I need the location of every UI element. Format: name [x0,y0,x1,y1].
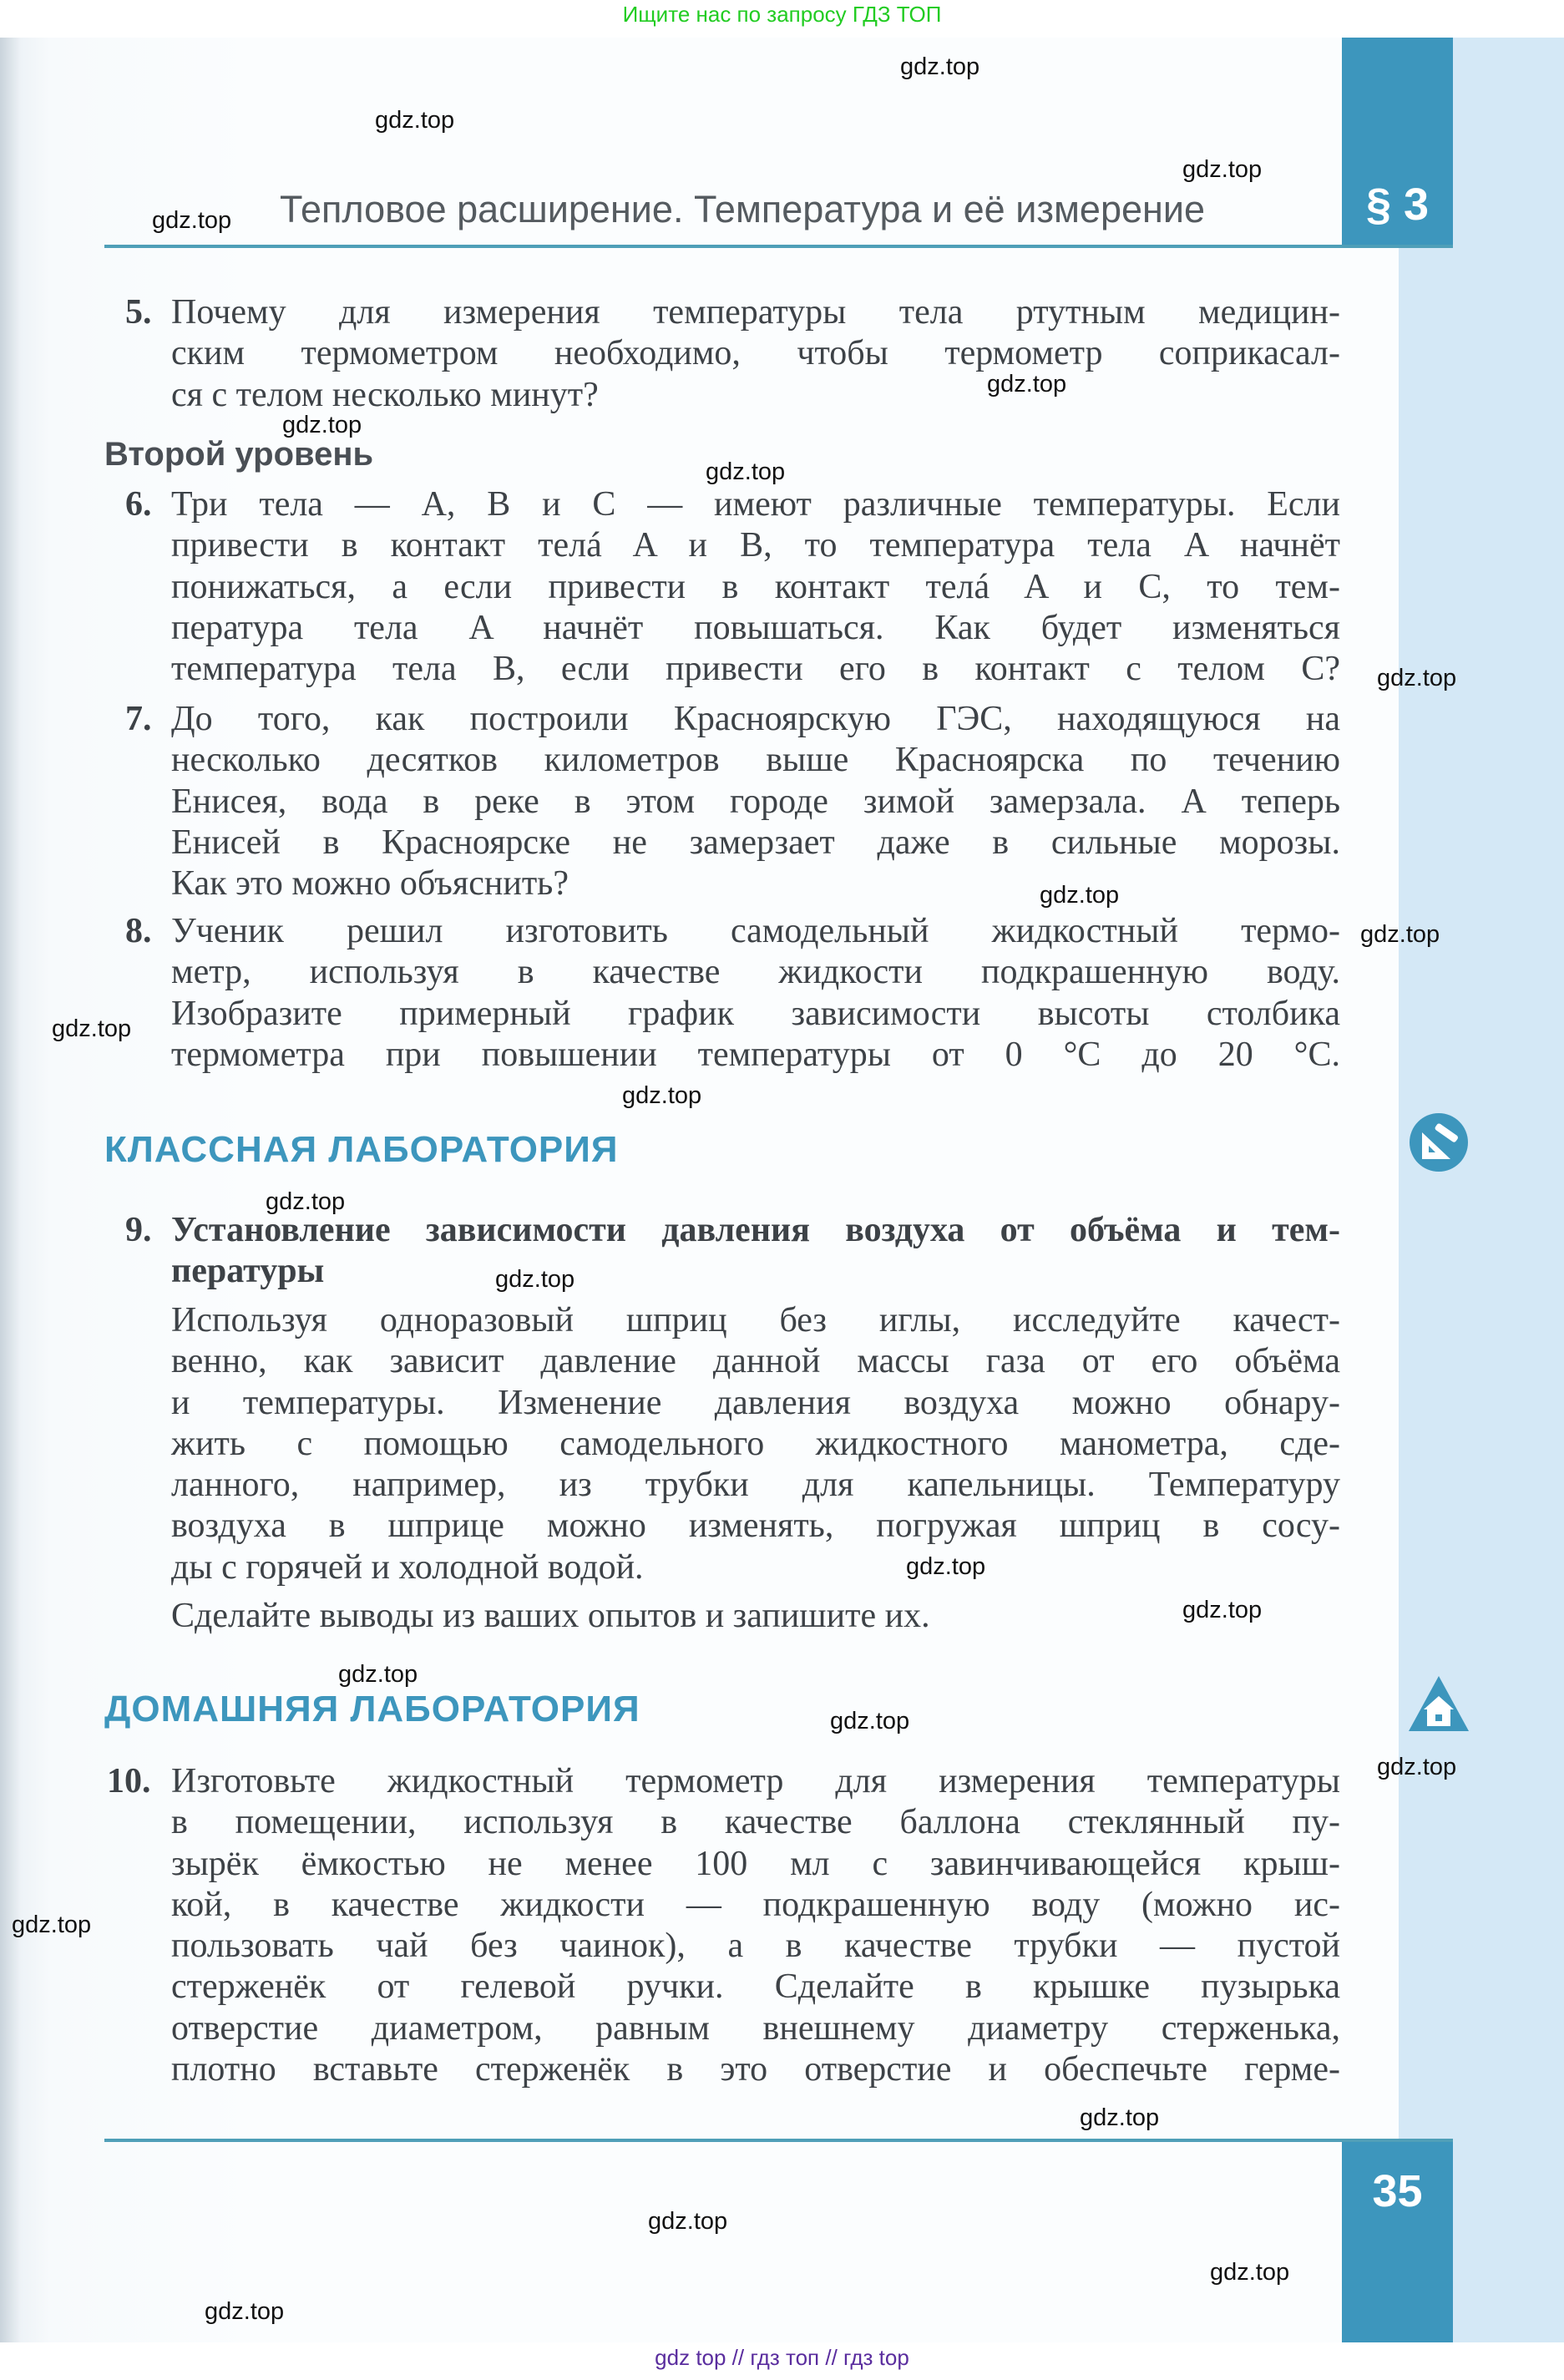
text-line: пература тела A начнёт повышаться. Как будет изменяться [171,608,1340,647]
text-line: метр, используя в качестве жидкости подкрашенную воду. [171,953,1340,992]
question-number: 10. [107,1762,151,1800]
text-line: ся с телом несколько минут? [171,375,599,414]
watermark: gdz.top [12,1912,92,1938]
watermark: gdz.top [622,1082,702,1109]
watermark: gdz.top [1210,2259,1290,2286]
page-number-tab [1342,2140,1453,2342]
page-title: Тепловое расширение. Температура и её измерение [280,188,1206,230]
text-line: зырёк ёмкостью не менее 100 мл с завинчивающейся крыш- [171,1844,1340,1883]
text-line: воздуха в шприце можно изменять, погружая шприц в сосу- [171,1506,1340,1546]
watermark: gdz.top [1377,665,1457,691]
watermark: gdz.top [830,1708,910,1734]
page-number: 35 [1372,2166,1423,2216]
text-line: пользовать чай без чаинок), а в качестве трубки — пустой [171,1927,1340,1966]
text-line: Енисей в Красноярске не замерзает даже в сильные морозы. [171,823,1340,862]
text-line: понижаться, а если привести в контакт телá A и C, то тем- [171,567,1340,606]
footer-links[interactable]: gdz top // гдз топ // гдз top [655,2345,909,2370]
watermark: gdz.top [52,1015,132,1042]
watermark: gdz.top [987,371,1067,398]
text-line: венно, как зависит давление данной массы газа от его объёма [171,1342,1340,1381]
watermark: gdz.top [648,2208,728,2235]
watermark: gdz.top [1040,882,1120,909]
text-line: отверстие диаметром, равным внешнему диаметру стерженька, [171,2008,1340,2048]
header-divider [104,245,1453,248]
watermark: gdz.top [1377,1754,1457,1780]
question-number: 9. [125,1211,152,1249]
section-number: § 3 [1365,180,1430,230]
text-line: Сделайте выводы из ваших опытов и запишите их. [171,1597,930,1635]
question-7 [125,699,1340,904]
question-5 [125,292,1340,416]
watermark: gdz.top [1182,1597,1263,1623]
watermark: gdz.top [266,1188,346,1215]
text-line: Используя одноразовый шприц без иглы, исследуйте качест- [171,1301,1340,1339]
text-line: Енисея, вода в реке в этом городе зимой замерзала. А теперь [171,782,1340,821]
text-line: Почему для измерения температуры тела ртутным медицин- [171,293,1340,332]
watermark: gdz.top [900,53,980,80]
question-9-title [125,1210,1340,1293]
text-line: Изготовьте жидкостный термометр для измерения температуры [171,1762,1340,1800]
watermark: gdz.top [152,207,232,234]
text-line: ды с горячей и холодной водой. [171,1547,644,1587]
house-icon [1407,1674,1470,1737]
ruler-triangle-icon [1409,1112,1469,1177]
text-line: До того, как построили Красноярскую ГЭС, находящуюся на [171,700,1340,738]
question-9-body [125,1300,1340,1588]
level-heading: Второй уровень [104,436,374,473]
text-line: стерженёк от гелевой ручки. Сделайте в крышке пузырька [171,1967,1340,2007]
text-line: и температуры. Изменение давления воздуха можно обнару- [171,1383,1340,1422]
watermark: gdz.top [906,1553,986,1580]
text-line: Ученик решил изготовить самодельный жидкостный термо- [171,912,1340,950]
watermark: gdz.top [706,458,786,485]
question-number: 6. [125,485,152,524]
text-line: кой, в качестве жидкости — подкрашенную воду (можно ис- [171,1885,1340,1924]
text-line: ланного, например, из трубки для капельницы. Температуру [171,1466,1340,1505]
question-10 [107,1761,1340,2090]
question-number: 8. [125,912,152,950]
watermark: gdz.top [282,412,362,438]
search-banner[interactable]: Ищите нас по запросу ГДЗ ТОП [622,2,942,27]
text-line: термометра при повышении температуры от 0 °С до 20 °С. [171,1035,1340,1074]
question-number: 7. [125,700,152,738]
watermark: gdz.top [205,2298,285,2325]
text-line: жить с помощью самодельного жидкостного манометра, сде- [171,1424,1340,1463]
footer-divider [104,2139,1453,2142]
text-line: в помещении, используя в качестве баллона стеклянный пу- [171,1803,1340,1842]
watermark: gdz.top [1182,156,1263,183]
text-line: плотно вставьте стерженёк в это отверстие и обеспечьте герме- [171,2050,1340,2089]
question-8 [125,911,1340,1076]
watermark: gdz.top [375,107,455,134]
text-line: привести в контакт телá A и B, то температура тела A начнёт [171,526,1340,565]
text-line: Изобразите примерный график зависимости высоты столбика [171,994,1340,1033]
text-line: температура тела B, если привести его в контакт с телом C? [171,650,1340,689]
text-line: ским термометром необходимо, чтобы термометр соприкасал- [171,334,1340,373]
question-9-conclusion [125,1596,1340,1637]
question-6 [125,484,1340,690]
margin-sidebar [1399,38,1564,2342]
watermark: gdz.top [1080,2104,1160,2131]
watermark: gdz.top [495,1266,575,1293]
text-line: Как это можно объяснить? [171,864,569,904]
watermark: gdz.top [338,1661,418,1688]
watermark: gdz.top [1360,921,1440,948]
text-line: пературы [171,1252,325,1291]
text-line: несколько десятков километров выше Красноярска по течению [171,741,1340,780]
class-lab-heading: КЛАССНАЯ ЛАБОРАТОРИЯ [104,1129,619,1170]
home-lab-heading: ДОМАШНЯЯ ЛАБОРАТОРИЯ [104,1689,640,1729]
question-number: 5. [125,293,152,332]
section-tab [1342,38,1453,246]
text-line: Установление зависимости давления воздуха от объёма и тем- [171,1211,1340,1249]
text-line: Три тела — A, B и C — имеют различные температуры. Если [171,485,1340,524]
